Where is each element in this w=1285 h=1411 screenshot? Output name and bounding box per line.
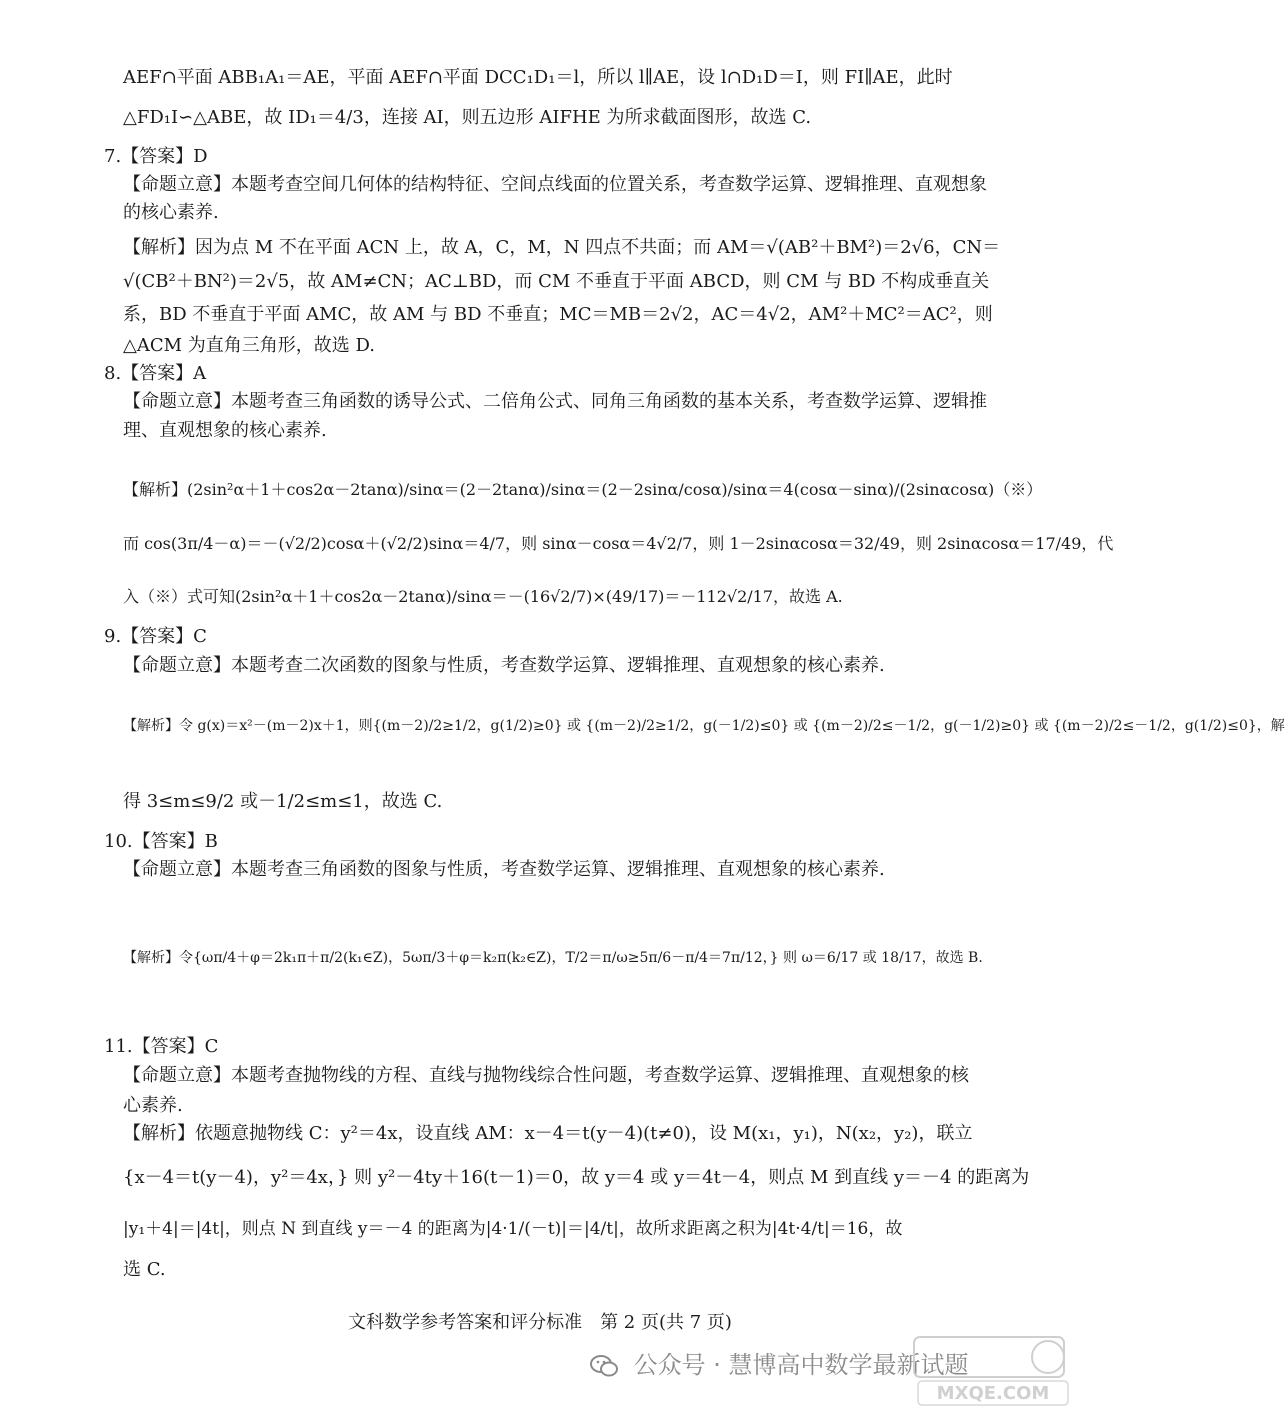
q11-solution-line-4: 选 C. — [123, 1259, 166, 1280]
q8-solution-line-1: 【解析】(2sin²α＋1＋cos2α－2tanα)/sinα＝(2－2tanα)/sinα＝(2－2sinα/cosα)/sinα＝4(cosα－sinα)/(2sinαcosα)（※） — [123, 480, 1043, 499]
q8-solution-line-3: 入（※）式可知(2sin²α＋1＋cos2α－2tanα)/sinα＝－(16√2/7)×(49/17)＝－112√2/17，故选 A. — [123, 587, 843, 606]
q9-intent: 【命题立意】本题考查二次函数的图象与性质，考查数学运算、逻辑推理、直观想象的核心素养. — [123, 655, 885, 676]
q9-solution-line-1: 【解析】令 g(x)＝x²－(m－2)x＋1，则{(m－2)/2≥1/2，g(1/2)≥0} 或 {(m－2)/2≥1/2，g(－1/2)≤0} 或 {(m－2)/2≤－1/2，g(－1/2)≥0} 或 {(m－2)/2≤－1/2，g(1/2)≤0}，解 — [123, 718, 1285, 734]
q8-intent-line-2: 理、直观想象的核心素养. — [123, 420, 327, 441]
svg-text:MXQE.COM: MXQE.COM — [936, 1383, 1050, 1404]
q7-solution-line-2: √(CB²＋BN²)＝2√5，故 AM≠CN；AC⊥BD，而 CM 不垂直于平面 ABCD，则 CM 与 BD 不构成垂直关 — [123, 271, 990, 292]
q9-answer: 9.【答案】C — [104, 626, 207, 647]
q8-solution-line-2: 而 cos(3π/4－α)＝－(√2/2)cosα＋(√2/2)sinα＝4/7，则 sinα－cosα＝4√2/7，则 1－2sinαcosα＝32/49，则 2sinαcosα＝17/49，代 — [123, 534, 1114, 553]
q9-solution-line-2: 得 3≤m≤9/2 或－1/2≤m≤1，故选 C. — [123, 791, 443, 812]
q11-solution-line-1: 【解析】依题意抛物线 C：y²＝4x，设直线 AM：x－4＝t(y－4)(t≠0)，设 M(x₁，y₁)，N(x₂，y₂)，联立 — [123, 1123, 973, 1144]
q7-solution-line-3: 系，BD 不垂直于平面 AMC，故 AM 与 BD 不垂直；MC＝MB＝2√2，AC＝4√2，AM²＋MC²＝AC²，则 — [123, 304, 993, 325]
answer-circle-logo — [898, 1331, 1074, 1409]
q11-intent-line-1: 【命题立意】本题考查抛物线的方程、直线与抛物线综合性问题，考查数学运算、逻辑推理、直观想象的核 — [123, 1065, 969, 1086]
page-footer: 文科数学参考答案和评分标准 第 2 页(共 7 页) — [348, 1312, 732, 1333]
q7-solution-line-4: △ACM 为直角三角形，故选 D. — [123, 335, 375, 356]
q6-text-line-1: AEF∩平面 ABB₁A₁＝AE，平面 AEF∩平面 DCC₁D₁＝l，所以 l∥AE，设 l∩D₁D＝I，则 FI∥AE，此时 — [123, 67, 953, 88]
q8-answer: 8.【答案】A — [104, 363, 207, 384]
q8-intent-line-1: 【命题立意】本题考查三角函数的诱导公式、二倍角公式、同角三角函数的基本关系，考查数学运算、逻辑推 — [123, 391, 987, 412]
q10-solution: 【解析】令{ωπ/4＋φ＝2k₁π＋π/2(k₁∈Z)，5ωπ/3＋φ＝k₂π(k₂∈Z)，T/2＝π/ω≥5π/6－π/4＝7π/12，} 则 ω＝6/17 或 18/17，故选 B. — [123, 950, 983, 966]
q11-solution-line-3: |y₁＋4|＝|4t|，则点 N 到直线 y＝－4 的距离为|4·1/(－t)|＝|4/t|，故所求距离之积为|4t·4/t|＝16，故 — [123, 1219, 903, 1239]
q11-intent-line-2: 心素养. — [123, 1095, 183, 1116]
q7-intent-line-2: 的核心素养. — [123, 202, 219, 223]
watermark-text: 公众号 · 慧博高中数学最新试题 — [633, 1351, 969, 1379]
q7-solution-line-1: 【解析】因为点 M 不在平面 ACN 上，故 A，C，M，N 四点不共面；而 AM＝√(AB²＋BM²)＝2√6，CN＝ — [123, 237, 1001, 258]
q11-solution-line-2: {x－4＝t(y－4)，y²＝4x，} 则 y²－4ty＋16(t－1)＝0，故 y＝4 或 y＝4t－4，则点 M 到直线 y＝－4 的距离为 — [123, 1167, 1030, 1188]
q6-text-line-2: △FD₁I∽△ABE，故 ID₁＝4/3，连接 AI，则五边形 AIFHE 为所求截面图形，故选 C. — [123, 107, 812, 128]
wechat-icon — [590, 1355, 618, 1377]
q7-answer: 7.【答案】D — [104, 146, 208, 167]
q7-intent-line-1: 【命题立意】本题考查空间几何体的结构特征、空间点线面的位置关系，考查数学运算、逻辑推理、直观想象 — [123, 174, 987, 195]
q11-answer: 11.【答案】C — [104, 1036, 219, 1057]
q10-intent: 【命题立意】本题考查三角函数的图象与性质，考查数学运算、逻辑推理、直观想象的核心素养. — [123, 859, 885, 880]
q10-answer: 10.【答案】B — [104, 831, 218, 852]
